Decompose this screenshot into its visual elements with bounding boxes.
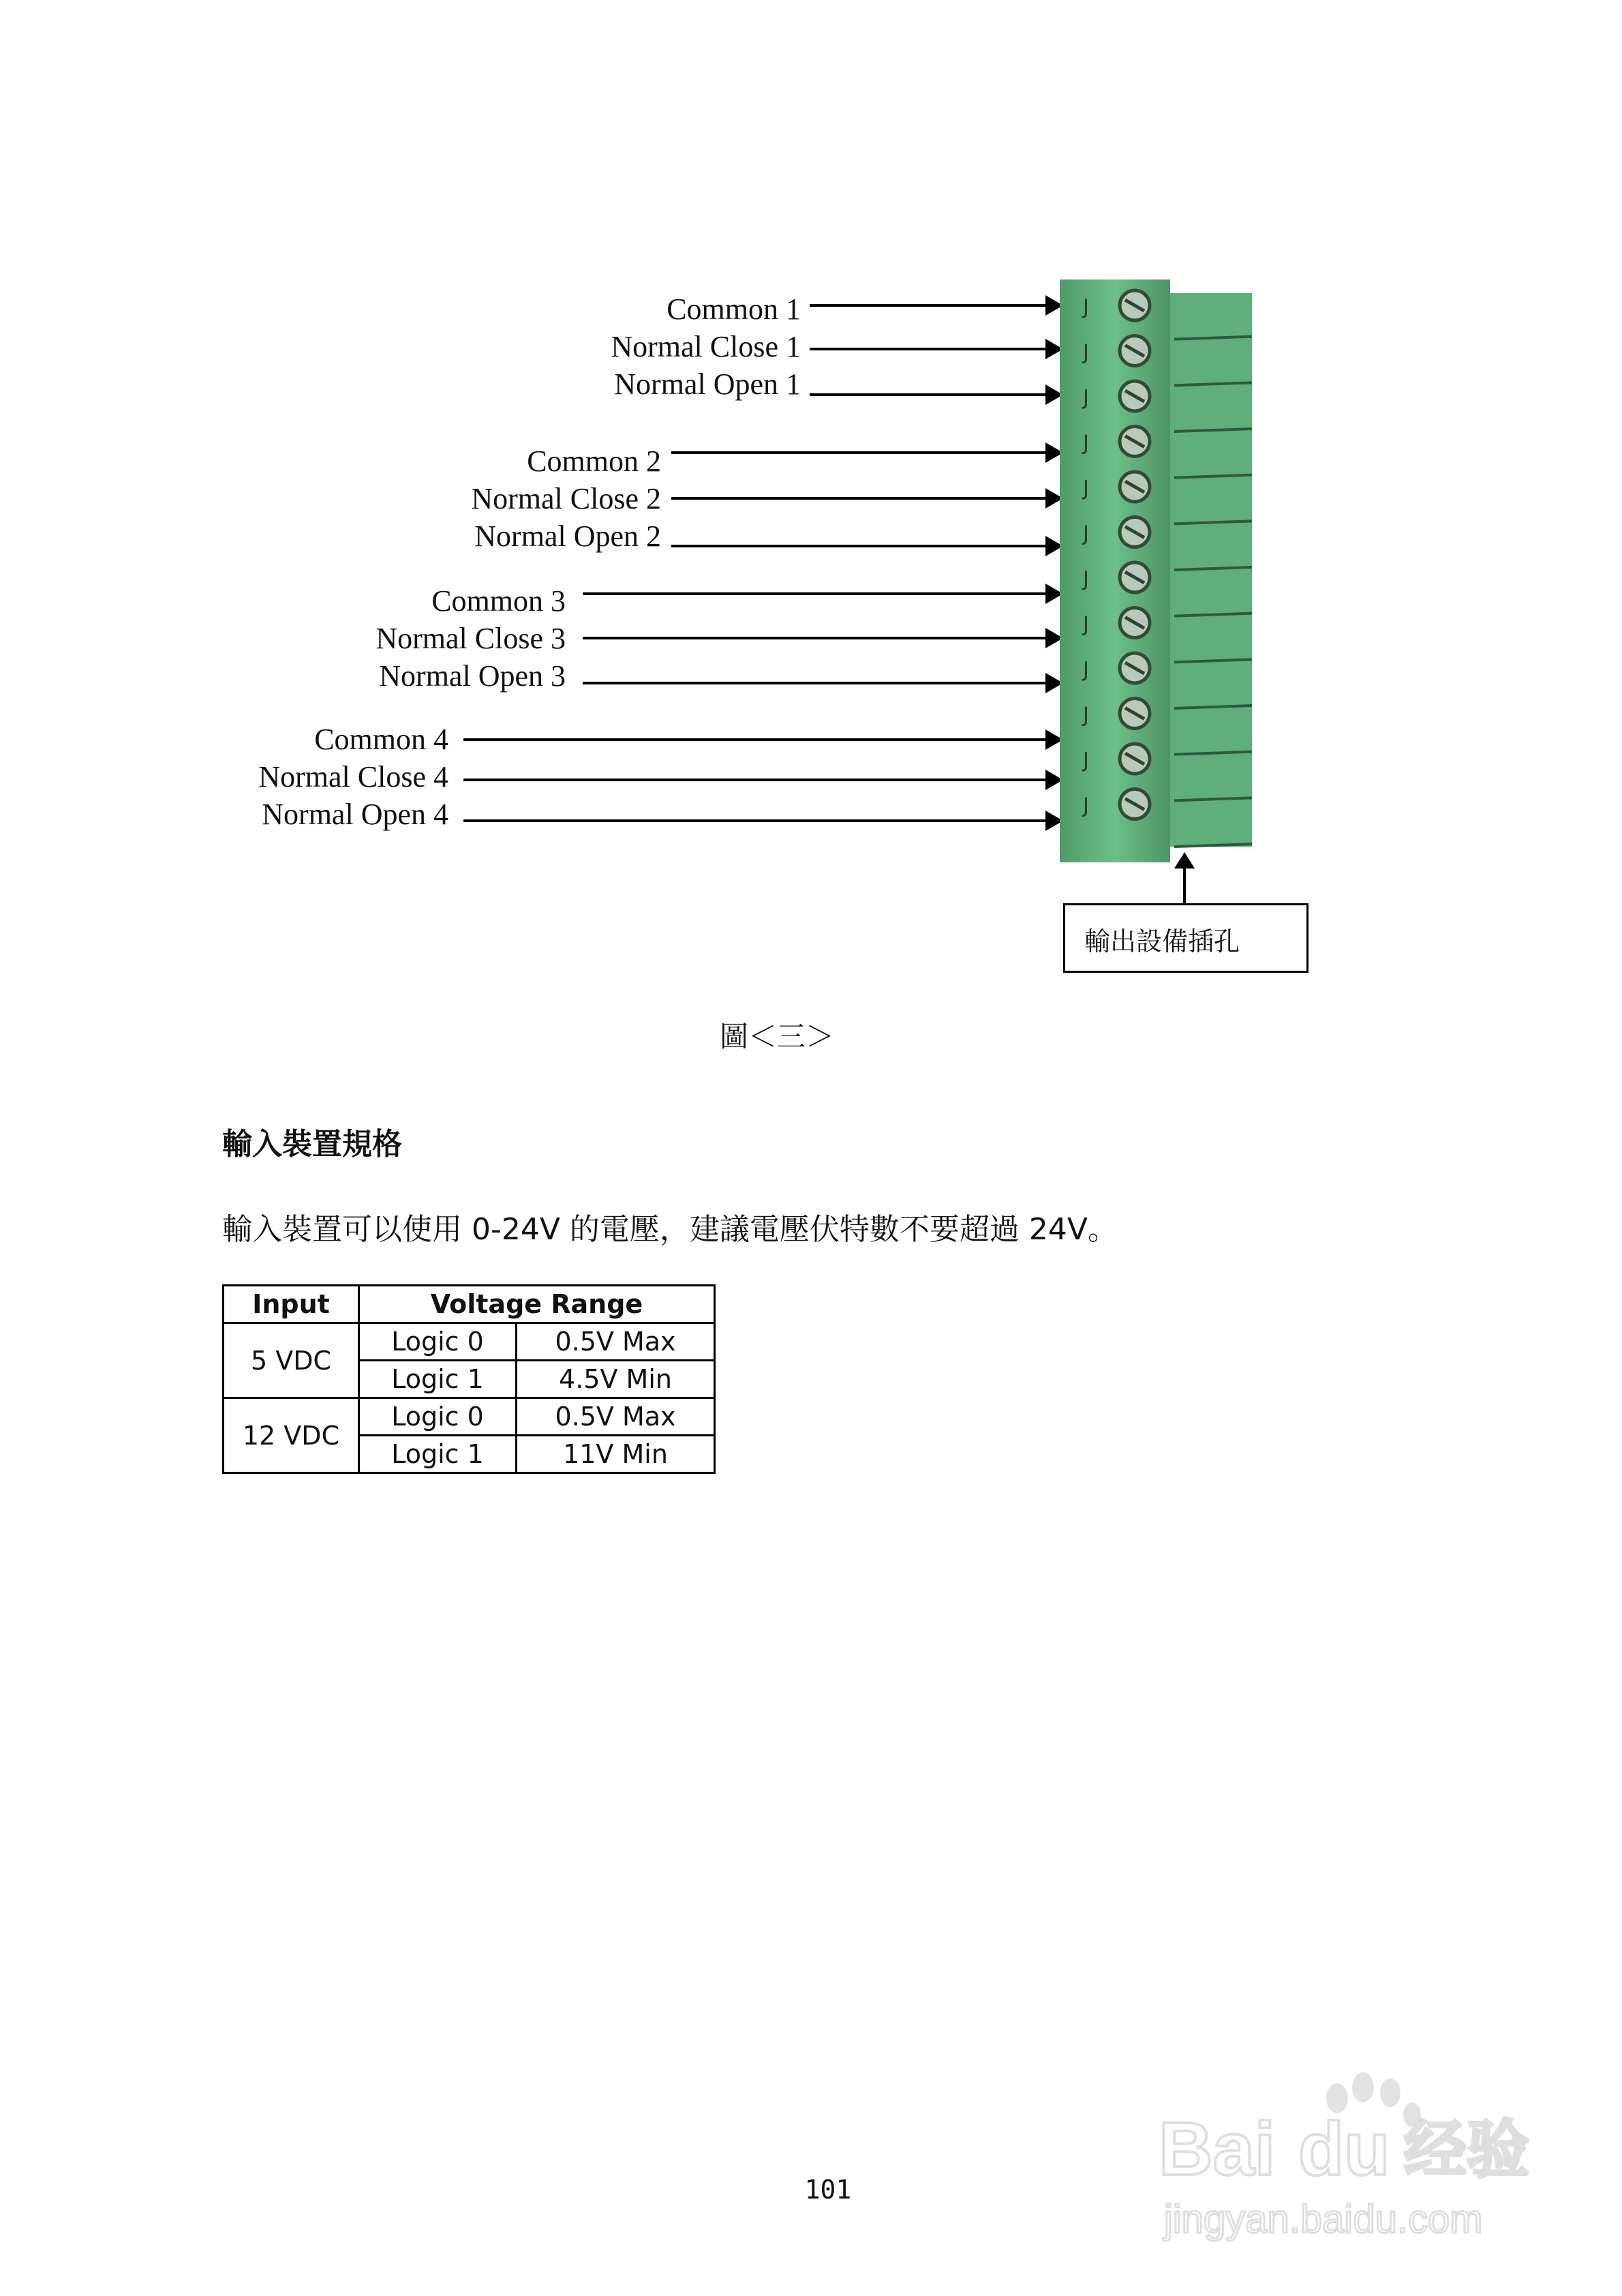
arrow-common-2 [671, 451, 1048, 454]
terminal-tab-mark: J [1083, 522, 1089, 546]
terminal-tab-mark: J [1083, 658, 1089, 682]
table-row [224, 1398, 715, 1436]
arrow-normal-open-1 [810, 393, 1048, 396]
svg-text:经验: 经验 [1404, 2113, 1530, 2186]
arrow-common-4 [463, 738, 1048, 741]
terminal-tab-mark: J [1083, 431, 1089, 455]
socket-pointer-arrow [1183, 866, 1186, 903]
terminal-label-common-3: Common 3 [431, 584, 566, 618]
arrow-normal-close-1 [810, 348, 1048, 350]
cell-input: 5 VDC [224, 1323, 359, 1398]
socket-label-box [1063, 903, 1309, 973]
svg-text:du: du [1298, 2107, 1390, 2191]
terminal-label-normal-open-2: Normal Open 2 [474, 519, 661, 553]
cell-logic: Logic 1 [359, 1361, 517, 1398]
header-input: Input [224, 1286, 359, 1323]
table-header-row [224, 1286, 715, 1323]
terminal-block-connector [1060, 280, 1261, 862]
svg-text:jingyan.baidu.com: jingyan.baidu.com [1164, 2197, 1483, 2241]
terminal-tab-mark: J [1083, 386, 1089, 410]
terminal-tab-mark: J [1083, 749, 1089, 772]
arrow-normal-close-3 [583, 637, 1048, 639]
arrow-normal-open-4 [463, 819, 1048, 822]
terminal-label-normal-close-1: Normal Close 1 [611, 330, 801, 363]
cell-input: 12 VDC [224, 1398, 359, 1473]
terminal-tab-mark: J [1083, 612, 1089, 637]
terminal-tab-mark: J [1083, 794, 1089, 818]
cell-value: 0.5V Max [517, 1323, 715, 1361]
svg-text:Bai: Bai [1159, 2107, 1276, 2191]
terminal-label-common-4: Common 4 [314, 723, 448, 756]
terminal-label-normal-open-1: Normal Open 1 [614, 367, 801, 401]
cell-logic: Logic 0 [359, 1323, 517, 1361]
cell-logic: Logic 0 [359, 1398, 517, 1436]
cell-logic: Logic 1 [359, 1436, 517, 1473]
arrow-common-1 [810, 304, 1048, 307]
cell-value: 4.5V Min [517, 1361, 715, 1398]
arrow-normal-close-2 [671, 497, 1048, 500]
cell-value: 0.5V Max [517, 1398, 715, 1436]
page-number: 101 [804, 2175, 852, 2205]
terminal-tab-mark: J [1083, 340, 1089, 365]
baidu-watermark-logo [1159, 2072, 1540, 2250]
header-voltage-range: Voltage Range [359, 1286, 715, 1323]
arrow-normal-open-3 [583, 682, 1048, 684]
terminal-tab-mark: J [1083, 703, 1089, 727]
arrow-normal-open-2 [671, 545, 1048, 547]
terminal-label-common-1: Common 1 [667, 292, 801, 326]
cell-value: 11V Min [517, 1436, 715, 1473]
table-row [224, 1323, 715, 1361]
terminal-tab-mark: J [1083, 477, 1089, 500]
socket-label: 輸出設備插孔 [1084, 926, 1240, 956]
terminal-label-normal-close-4: Normal Close 4 [258, 760, 448, 794]
terminal-label-normal-close-3: Normal Close 3 [376, 622, 566, 655]
terminal-label-normal-open-4: Normal Open 4 [262, 798, 448, 831]
terminal-tab-mark: J [1083, 567, 1089, 591]
figure-caption: 圖＜三＞ [719, 1020, 834, 1053]
arrow-normal-close-4 [463, 779, 1048, 781]
terminal-label-common-2: Common 2 [527, 444, 661, 478]
terminal-label-normal-close-2: Normal Close 2 [471, 482, 661, 515]
section-heading: 輸入裝置規格 [222, 1127, 402, 1162]
arrow-common-3 [583, 592, 1048, 595]
voltage-spec-table [222, 1284, 716, 1474]
terminal-label-normal-open-3: Normal Open 3 [379, 659, 566, 693]
terminal-tab-mark: J [1083, 295, 1089, 319]
section-body-text: 輸入裝置可以使用 0-24V 的電壓，建議電壓伏特數不要超過 24V。 [222, 1212, 1118, 1247]
